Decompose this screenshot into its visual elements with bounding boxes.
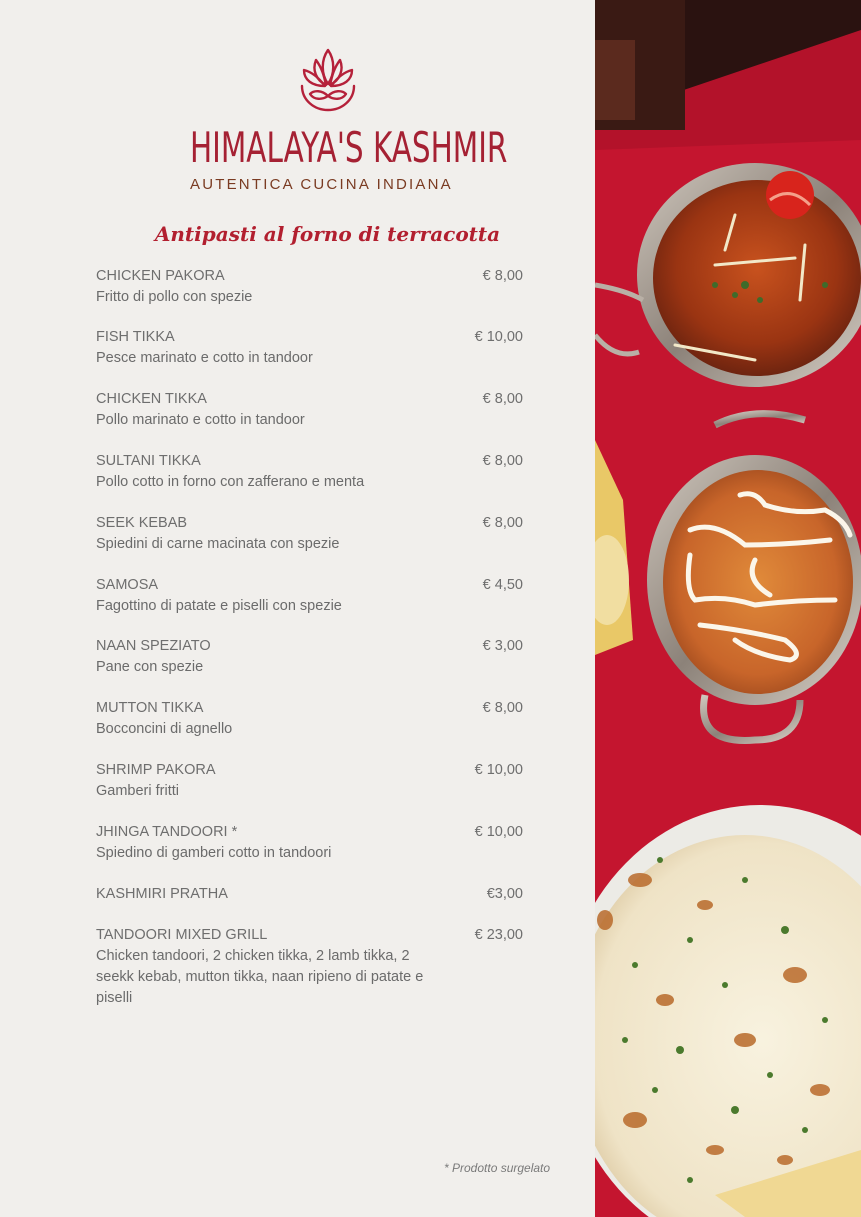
menu-item [96,389,526,431]
item-description: Pesce marinato e cotto in tandoor [96,350,313,366]
section-title: Antipasti al forno di terracotta [154,222,501,246]
menu-item [96,327,526,369]
footnote: * Prodotto surgelato [444,1161,551,1175]
item-description: Fritto di pollo con spezie [96,289,253,305]
menu-item [96,884,526,904]
menu-item [96,760,526,802]
item-price: € 10,00 [474,329,523,345]
food-photo [595,0,861,1217]
item-description: Pollo marinato e cotto in tandoor [96,412,305,428]
item-name: SHRIMP PAKORA [96,762,216,778]
item-name: CHICKEN TIKKA [96,391,207,407]
item-description: Fagottino di patate e piselli con spezie [96,598,342,614]
item-description: Spiedini di carne macinata con spezie [96,536,340,552]
menu-item [96,575,526,617]
item-name: TANDOORI MIXED GRILL [96,927,268,943]
item-description: Pollo cotto in forno con zafferano e menta [96,474,365,490]
item-price: € 23,00 [474,927,523,943]
item-description: Spiedino di gamberi cotto in tandoori [96,845,332,861]
item-price: € 8,00 [482,391,523,407]
item-price: € 8,00 [482,515,523,531]
item-description: Bocconcini di agnello [96,721,233,737]
menu-item [96,698,526,740]
item-price: € 8,00 [482,453,523,469]
item-name: MUTTON TIKKA [96,700,204,716]
item-price: € 10,00 [474,824,523,840]
brand-name: HIMALAYA'S KASHMIR [190,123,508,172]
menu-item [96,636,526,678]
menu-item [96,513,526,555]
item-price: € 4,50 [482,577,523,593]
item-name: SAMOSA [96,577,159,593]
item-price: € 8,00 [482,268,523,284]
item-name: FISH TIKKA [96,329,175,345]
item-description: Pane con spezie [96,659,204,675]
menu-item [96,451,526,493]
item-price: € 8,00 [482,700,523,716]
menu-item [96,822,526,864]
item-name: JHINGA TANDOORI * [96,824,238,840]
item-price: € 3,00 [482,638,523,654]
menu-item [96,925,526,1009]
item-name: SULTANI TIKKA [96,453,201,469]
item-price: €3,00 [486,886,523,902]
item-description: Chicken tandoori, 2 chicken tikka, 2 lamb tikka, 2 seekk kebab, mutton tikka, naan ripieno di patate e piselli [96,948,424,1006]
item-name: NAAN SPEZIATO [96,638,211,654]
item-name: CHICKEN PAKORA [96,268,225,284]
item-name: KASHMIRI PRATHA [96,886,228,902]
brand-tagline: AUTENTICA CUCINA INDIANA [190,176,453,193]
item-description: Gamberi fritti [96,783,179,799]
item-price: € 10,00 [474,762,523,778]
item-name: SEEK KEBAB [96,515,188,531]
food-photo-illustration [595,0,861,1217]
lotus-icon [292,44,364,116]
menu-item [96,266,526,308]
